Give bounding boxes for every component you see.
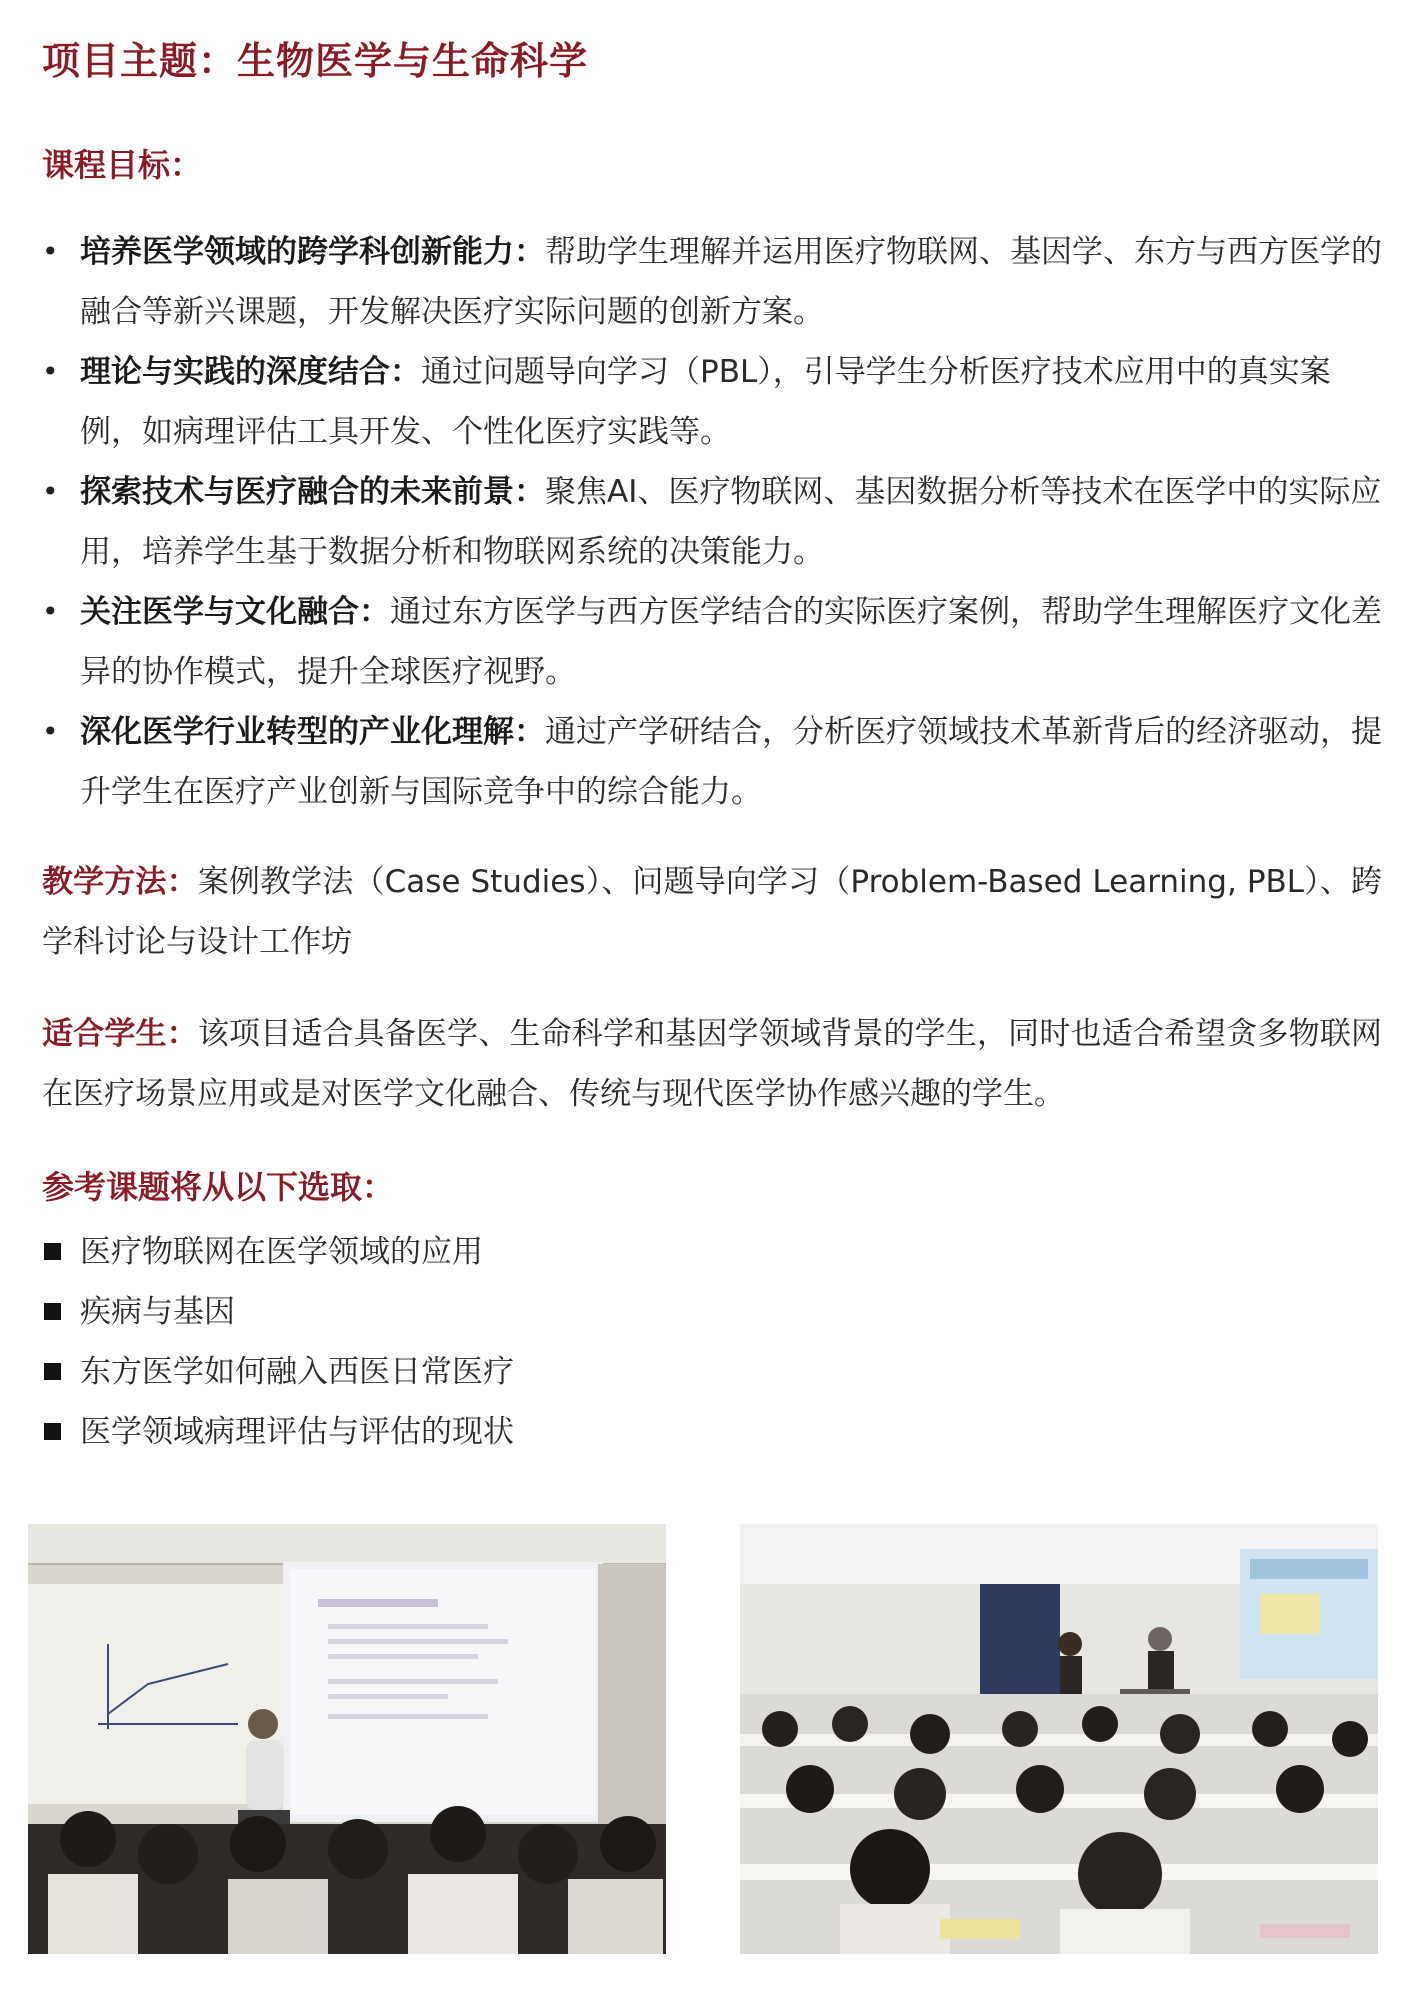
- goal-lead: 关注医学与文化融合：: [80, 594, 390, 630]
- square-bullet-icon: [44, 1363, 61, 1380]
- goal-item: [42, 342, 1382, 462]
- goal-text: 通过东方医学与西方医学结合的实际医疗案例，帮助学生理解医疗文化差异的协作模式，提升全球医疗视野。: [80, 594, 1382, 690]
- square-bullet-icon: [44, 1303, 61, 1320]
- goal-lead: 探索技术与医疗融合的未来前景：: [80, 474, 545, 510]
- bullet-icon: •: [42, 715, 59, 748]
- goal-lead: 培养医学领域的跨学科创新能力：: [80, 234, 545, 270]
- bullet-icon: •: [42, 475, 59, 508]
- goals-heading: 课程目标：: [42, 146, 203, 184]
- bullet-icon: •: [42, 355, 59, 388]
- topics-heading: 参考课题将从以下选取：: [42, 1168, 395, 1206]
- target-students: [42, 1004, 1382, 1124]
- topic-text: 疾病与基因: [80, 1294, 235, 1330]
- goal-text: 通过产学研结合，分析医疗领域技术革新背后的经济驱动，提升学生在医疗产业创新与国际竞争中的综合能力。: [80, 714, 1382, 810]
- topic-text: 医学领域病理评估与评估的现状: [80, 1414, 514, 1450]
- goal-text: 帮助学生理解并运用医疗物联网、基因学、东方与西方医学的融合等新兴课题，开发解决医疗实际问题的创新方案。: [80, 234, 1382, 330]
- goal-item: [42, 462, 1382, 582]
- square-bullet-icon: [44, 1243, 61, 1260]
- goal-lead: 深化医学行业转型的产业化理解：: [80, 714, 545, 750]
- topics-list: [42, 1222, 514, 1462]
- topic-item: [42, 1222, 514, 1282]
- classroom-photo-lecture: [28, 1524, 666, 1954]
- methods-label: 教学方法：: [42, 864, 198, 900]
- topic-item: [42, 1402, 514, 1462]
- topic-item: [42, 1342, 514, 1402]
- page-title: 项目主题：生物医学与生命科学: [42, 39, 589, 83]
- topic-text: 医疗物联网在医学领域的应用: [80, 1234, 483, 1270]
- goal-text: 聚焦AI、医疗物联网、基因数据分析等技术在医学中的实际应用，培养学生基于数据分析和物联网系统的决策能力。: [80, 474, 1382, 570]
- classroom-photo-seminar: [740, 1524, 1378, 1954]
- students-text: 该项目适合具备医学、生命科学和基因学领域背景的学生，同时也适合希望贪多物联网在医疗场景应用或是对医学文化融合、传统与现代医学协作感兴趣的学生。: [42, 1016, 1383, 1112]
- teaching-methods: [42, 852, 1382, 972]
- topic-item: [42, 1282, 514, 1342]
- bullet-icon: •: [42, 595, 59, 628]
- topic-text: 东方医学如何融入西医日常医疗: [80, 1354, 514, 1390]
- goals-list: [42, 222, 1382, 822]
- goal-lead: 理论与实践的深度结合：: [80, 354, 421, 390]
- goal-item: [42, 582, 1382, 702]
- students-label: 适合学生：: [42, 1016, 198, 1052]
- goal-item: [42, 702, 1382, 822]
- square-bullet-icon: [44, 1423, 61, 1440]
- methods-text: 案例教学法（Case Studies）、问题导向学习（Problem-Based Learning, PBL）、跨学科讨论与设计工作坊: [42, 864, 1383, 960]
- bullet-icon: •: [42, 235, 59, 268]
- goal-text: 通过问题导向学习（PBL），引导学生分析医疗技术应用中的真实案例，如病理评估工具开发、个性化医疗实践等。: [80, 354, 1331, 450]
- goal-item: [42, 222, 1382, 342]
